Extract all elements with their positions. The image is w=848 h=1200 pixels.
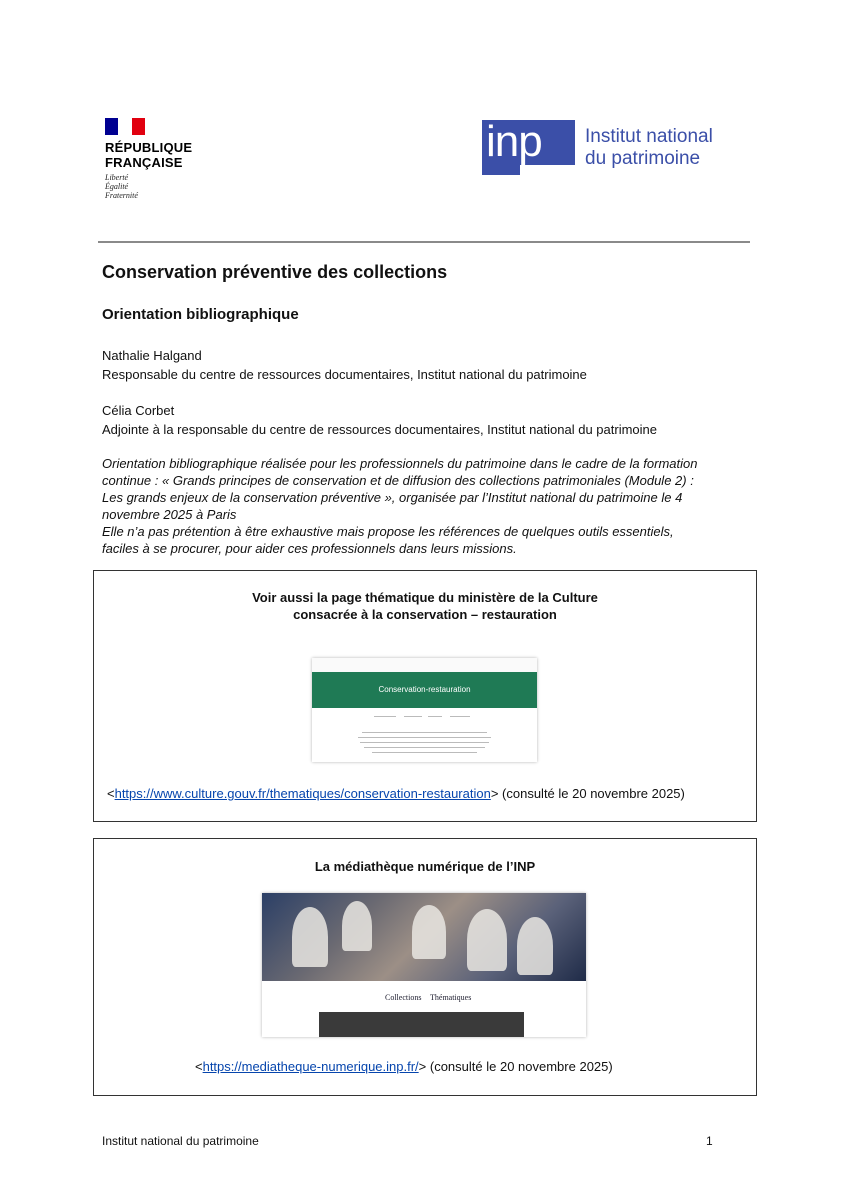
culture-url-link[interactable]: https://www.culture.gouv.fr/thematiques/conservation-restauration bbox=[114, 786, 491, 801]
rf-motto: Liberté Égalité Fraternité bbox=[105, 173, 138, 200]
header-divider bbox=[98, 241, 750, 243]
author-block bbox=[102, 402, 657, 438]
author-role: Adjointe à la responsable du centre de ressources documentaires, Institut national du patrimoine bbox=[102, 422, 657, 437]
author-name: Nathalie Halgand bbox=[102, 348, 202, 363]
culture-link-line: <https://www.culture.gouv.fr/thematiques/conservation-restauration> (consulté le 20 novembre 2025) bbox=[107, 786, 685, 801]
thumb-tab-thematiques: Thématiques bbox=[430, 993, 472, 1002]
footer-institution: Institut national du patrimoine bbox=[102, 1134, 259, 1148]
culture-page-thumbnail: Conservation-restauration bbox=[312, 658, 537, 762]
mediatheque-thumbnail bbox=[262, 893, 586, 1037]
rf-name: RÉPUBLIQUE FRANÇAISE bbox=[105, 140, 193, 170]
mediatheque-url-link[interactable]: https://mediatheque-numerique.inp.fr/ bbox=[202, 1059, 419, 1074]
document-subtitle: Orientation bibliographique bbox=[102, 306, 299, 323]
page-number: 1 bbox=[706, 1134, 713, 1148]
inp-logo bbox=[482, 117, 752, 180]
author-block bbox=[102, 347, 587, 383]
box-title: La médiathèque numérique de l’INP bbox=[314, 859, 536, 874]
author-role: Responsable du centre de ressources documentaires, Institut national du patrimoine bbox=[102, 367, 587, 382]
inp-name: Institut national du patrimoine bbox=[585, 126, 713, 169]
document-title: Conservation préventive des collections bbox=[102, 262, 448, 282]
intro-paragraph: Orientation bibliographique réalisée pour les professionnels du patrimoine dans le cadre de la formation continue : « Grands principes de conservation et de diffusion des collections patrimoniales (Module 2) : Les grands enjeux de la conservation préventive », organisée par l’Institut national du patrimoine le 4 novembre 2025 à Paris Elle n’a pas prétention à être exhaustive mais propose les références de quelques outils essentiels, faciles à se procurer, pour aider ces professionnels dans leurs missions. bbox=[102, 456, 698, 556]
thumb-tab-collections: Collections bbox=[385, 993, 422, 1002]
mediatheque-link-line: <https://mediatheque-numerique.inp.fr/> (consulté le 20 novembre 2025) bbox=[195, 1059, 613, 1074]
marianne-flag-icon bbox=[105, 118, 145, 135]
republique-francaise-logo bbox=[105, 118, 225, 200]
inp-acronym: inp bbox=[486, 117, 542, 166]
box-title: Voir aussi la page thématique du ministère de la Culture consacrée à la conservation – restauration bbox=[252, 590, 598, 622]
author-name: Célia Corbet bbox=[102, 403, 175, 418]
